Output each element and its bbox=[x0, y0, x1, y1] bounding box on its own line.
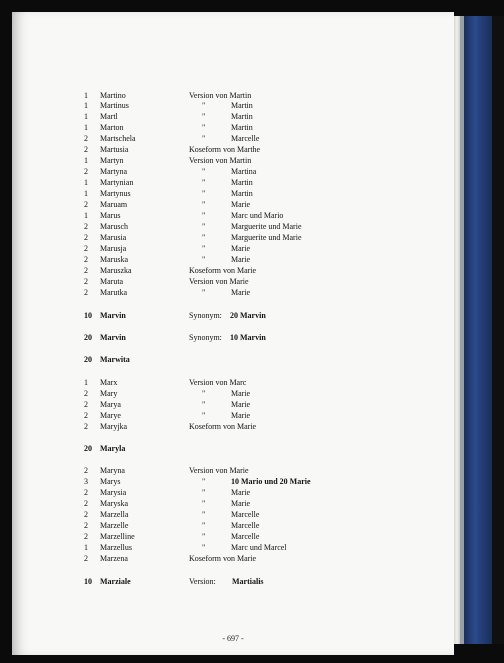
list-item bbox=[12, 421, 454, 432]
entry-reference: Marcelle bbox=[231, 532, 260, 541]
list-item bbox=[12, 476, 454, 487]
entry-name: Marutka bbox=[100, 288, 128, 297]
entry-number: 10 bbox=[84, 577, 92, 586]
entry-reference: Marie bbox=[231, 288, 251, 297]
entry-reference: Martin bbox=[231, 178, 253, 187]
entry-description: Version: bbox=[189, 577, 216, 586]
list-item bbox=[12, 232, 454, 243]
list-item bbox=[12, 177, 454, 188]
ditto-mark: " bbox=[202, 521, 206, 530]
entry-reference: Martina bbox=[231, 167, 257, 176]
entry-name: Marzelle bbox=[100, 521, 129, 530]
list-item bbox=[12, 265, 454, 276]
entry-name: Marvin bbox=[100, 311, 126, 320]
entry-reference: Martialis bbox=[232, 577, 264, 586]
ditto-mark: " bbox=[202, 510, 206, 519]
entry-number: 2 bbox=[84, 389, 88, 398]
list-item bbox=[12, 310, 454, 321]
entry-number: 2 bbox=[84, 167, 88, 176]
entry-name: Marys bbox=[100, 477, 121, 486]
page-number: - 697 - bbox=[222, 634, 244, 643]
entry-reference: 10 Mario und 20 Marie bbox=[231, 477, 311, 486]
entry-description: Version von Marie bbox=[189, 466, 249, 475]
entry-reference: Martin bbox=[231, 112, 253, 121]
entry-name: Martynus bbox=[100, 189, 131, 198]
entry-number: 2 bbox=[84, 554, 88, 563]
entry-number: 1 bbox=[84, 211, 88, 220]
list-item bbox=[12, 399, 454, 410]
list-item bbox=[12, 144, 454, 155]
entry-number: 2 bbox=[84, 145, 88, 154]
list-item bbox=[12, 243, 454, 254]
entry-name: Martschela bbox=[100, 134, 136, 143]
entry-number: 1 bbox=[84, 91, 88, 100]
list-item bbox=[12, 332, 454, 343]
entry-description: Koseform von Marthe bbox=[189, 145, 261, 154]
ditto-mark: " bbox=[202, 211, 206, 220]
entry-name: Maruam bbox=[100, 200, 128, 209]
entry-name: Marwita bbox=[100, 355, 130, 364]
entry-reference: Marcelle bbox=[231, 134, 260, 143]
entry-name: Mary bbox=[100, 389, 118, 398]
entry-reference: Marie bbox=[231, 244, 251, 253]
list-item bbox=[12, 388, 454, 399]
entry-description: Version von Martin bbox=[189, 156, 252, 165]
list-item bbox=[12, 410, 454, 421]
entry-description: Version von Marc bbox=[189, 378, 247, 387]
entry-description: Koseform von Marie bbox=[189, 266, 257, 275]
ditto-mark: " bbox=[202, 244, 206, 253]
entry-number: 2 bbox=[84, 499, 88, 508]
ditto-mark: " bbox=[202, 233, 206, 242]
entry-name: Martino bbox=[100, 91, 126, 100]
ditto-mark: " bbox=[202, 477, 206, 486]
entry-reference: Marc und Marcel bbox=[231, 543, 287, 552]
entry-number: 2 bbox=[84, 466, 88, 475]
ditto-mark: " bbox=[202, 255, 206, 264]
entry-reference: Marc und Mario bbox=[231, 211, 284, 220]
ditto-mark: " bbox=[202, 222, 206, 231]
entry-number: 2 bbox=[84, 400, 88, 409]
entry-name: Martynian bbox=[100, 178, 134, 187]
list-item bbox=[12, 155, 454, 166]
entry-name: Marye bbox=[100, 411, 121, 420]
entry-number: 20 bbox=[84, 355, 92, 364]
entry-name: Martusia bbox=[100, 145, 129, 154]
entry-reference: 20 Marvin bbox=[230, 311, 266, 320]
entry-name: Marzellus bbox=[100, 543, 132, 552]
entry-name: Marzelline bbox=[100, 532, 135, 541]
ditto-mark: " bbox=[202, 178, 206, 187]
list-item bbox=[12, 111, 454, 122]
ditto-mark: " bbox=[202, 288, 206, 297]
ditto-mark: " bbox=[202, 543, 206, 552]
entry-name: Martinus bbox=[100, 101, 129, 110]
ditto-mark: " bbox=[202, 112, 206, 121]
entry-description: Koseform von Marie bbox=[189, 554, 257, 563]
list-item bbox=[12, 443, 454, 454]
entry-number: 2 bbox=[84, 200, 88, 209]
list-item bbox=[12, 188, 454, 199]
entry-name: Maruta bbox=[100, 277, 124, 286]
list-item bbox=[12, 553, 454, 564]
entry-reference: Marie bbox=[231, 400, 251, 409]
entry-number: 2 bbox=[84, 233, 88, 242]
entry-reference: Martin bbox=[231, 123, 253, 132]
list-item bbox=[12, 354, 454, 365]
entry-description: Version von Marie bbox=[189, 277, 249, 286]
entry-reference: Marguerite und Marie bbox=[231, 233, 302, 242]
ditto-mark: " bbox=[202, 189, 206, 198]
list-item bbox=[12, 520, 454, 531]
entry-name: Marus bbox=[100, 211, 121, 220]
entry-name: Martyna bbox=[100, 167, 128, 176]
entry-number: 2 bbox=[84, 266, 88, 275]
entry-number: 1 bbox=[84, 378, 88, 387]
entry-name: Marusch bbox=[100, 222, 128, 231]
list-item bbox=[12, 166, 454, 177]
entry-description: Koseform von Marie bbox=[189, 422, 257, 431]
ditto-mark: " bbox=[202, 389, 206, 398]
ditto-mark: " bbox=[202, 123, 206, 132]
entry-name: Maryla bbox=[100, 444, 126, 453]
list-item bbox=[12, 221, 454, 232]
entry-number: 20 bbox=[84, 333, 92, 342]
ditto-mark: " bbox=[202, 200, 206, 209]
entry-number: 1 bbox=[84, 543, 88, 552]
entry-reference: Martin bbox=[231, 101, 253, 110]
entry-reference: Martin bbox=[231, 189, 253, 198]
entry-reference: Marie bbox=[231, 411, 251, 420]
entry-name: Marvin bbox=[100, 333, 126, 342]
entry-number: 1 bbox=[84, 123, 88, 132]
entry-number: 3 bbox=[84, 477, 88, 486]
entry-reference: 10 Marvin bbox=[230, 333, 266, 342]
entry-number: 2 bbox=[84, 134, 88, 143]
ditto-mark: " bbox=[202, 134, 206, 143]
list-item bbox=[12, 287, 454, 298]
entry-name: Marx bbox=[100, 378, 118, 387]
entry-number: 1 bbox=[84, 178, 88, 187]
entry-name: Marzena bbox=[100, 554, 128, 563]
entry-number: 2 bbox=[84, 255, 88, 264]
entry-number: 2 bbox=[84, 422, 88, 431]
entry-name: Marziale bbox=[100, 577, 131, 586]
entry-description: Synonym: bbox=[189, 311, 222, 320]
list-item bbox=[12, 199, 454, 210]
list-item bbox=[12, 122, 454, 133]
list-item bbox=[12, 377, 454, 388]
entry-reference: Marie bbox=[231, 389, 251, 398]
entry-number: 10 bbox=[84, 311, 92, 320]
entry-name: Maruska bbox=[100, 255, 128, 264]
ditto-mark: " bbox=[202, 411, 206, 420]
entry-name: Maruszka bbox=[100, 266, 132, 275]
entry-number: 2 bbox=[84, 277, 88, 286]
background-right bbox=[492, 16, 504, 644]
ditto-mark: " bbox=[202, 488, 206, 497]
list-item bbox=[12, 509, 454, 520]
ditto-mark: " bbox=[202, 532, 206, 541]
entry-reference: Marie bbox=[231, 499, 251, 508]
entry-description: Synonym: bbox=[189, 333, 222, 342]
entry-number: 20 bbox=[84, 444, 92, 453]
list-item bbox=[12, 542, 454, 553]
entry-number: 1 bbox=[84, 156, 88, 165]
entry-reference: Marcelle bbox=[231, 510, 260, 519]
entry-number: 2 bbox=[84, 488, 88, 497]
list-item bbox=[12, 487, 454, 498]
entry-number: 2 bbox=[84, 411, 88, 420]
entry-description: Version von Martin bbox=[189, 91, 252, 100]
list-item bbox=[12, 254, 454, 265]
entry-number: 2 bbox=[84, 532, 88, 541]
entry-number: 2 bbox=[84, 521, 88, 530]
book-cover bbox=[464, 16, 492, 644]
entry-name: Marya bbox=[100, 400, 121, 409]
entry-reference: Marie bbox=[231, 255, 251, 264]
entry-name: Marusia bbox=[100, 233, 127, 242]
entry-name: Maryska bbox=[100, 499, 128, 508]
entry-number: 1 bbox=[84, 112, 88, 121]
list-item bbox=[12, 210, 454, 221]
entry-reference: Marcelle bbox=[231, 521, 260, 530]
entry-number: 2 bbox=[84, 222, 88, 231]
list-item bbox=[12, 100, 454, 111]
list-item bbox=[12, 576, 454, 587]
entry-number: 2 bbox=[84, 244, 88, 253]
list-item bbox=[12, 531, 454, 542]
list-item bbox=[12, 465, 454, 476]
entry-number: 1 bbox=[84, 189, 88, 198]
entry-reference: Marie bbox=[231, 200, 251, 209]
entry-name: Marusja bbox=[100, 244, 127, 253]
entry-reference: Marie bbox=[231, 488, 251, 497]
ditto-mark: " bbox=[202, 400, 206, 409]
entry-number: 2 bbox=[84, 288, 88, 297]
list-item bbox=[12, 498, 454, 509]
list-item bbox=[12, 133, 454, 144]
ditto-mark: " bbox=[202, 499, 206, 508]
list-item bbox=[12, 276, 454, 287]
entry-name: Martl bbox=[100, 112, 118, 121]
entry-number: 2 bbox=[84, 510, 88, 519]
entry-number: 1 bbox=[84, 101, 88, 110]
entry-name: Maryjka bbox=[100, 422, 128, 431]
book-page bbox=[12, 12, 454, 655]
ditto-mark: " bbox=[202, 101, 206, 110]
ditto-mark: " bbox=[202, 167, 206, 176]
entry-name: Marzella bbox=[100, 510, 129, 519]
entry-name: Marton bbox=[100, 123, 124, 132]
entry-name: Maryna bbox=[100, 466, 125, 475]
entry-name: Marysia bbox=[100, 488, 127, 497]
entry-reference: Marguerite und Marie bbox=[231, 222, 302, 231]
entry-name: Martyn bbox=[100, 156, 124, 165]
